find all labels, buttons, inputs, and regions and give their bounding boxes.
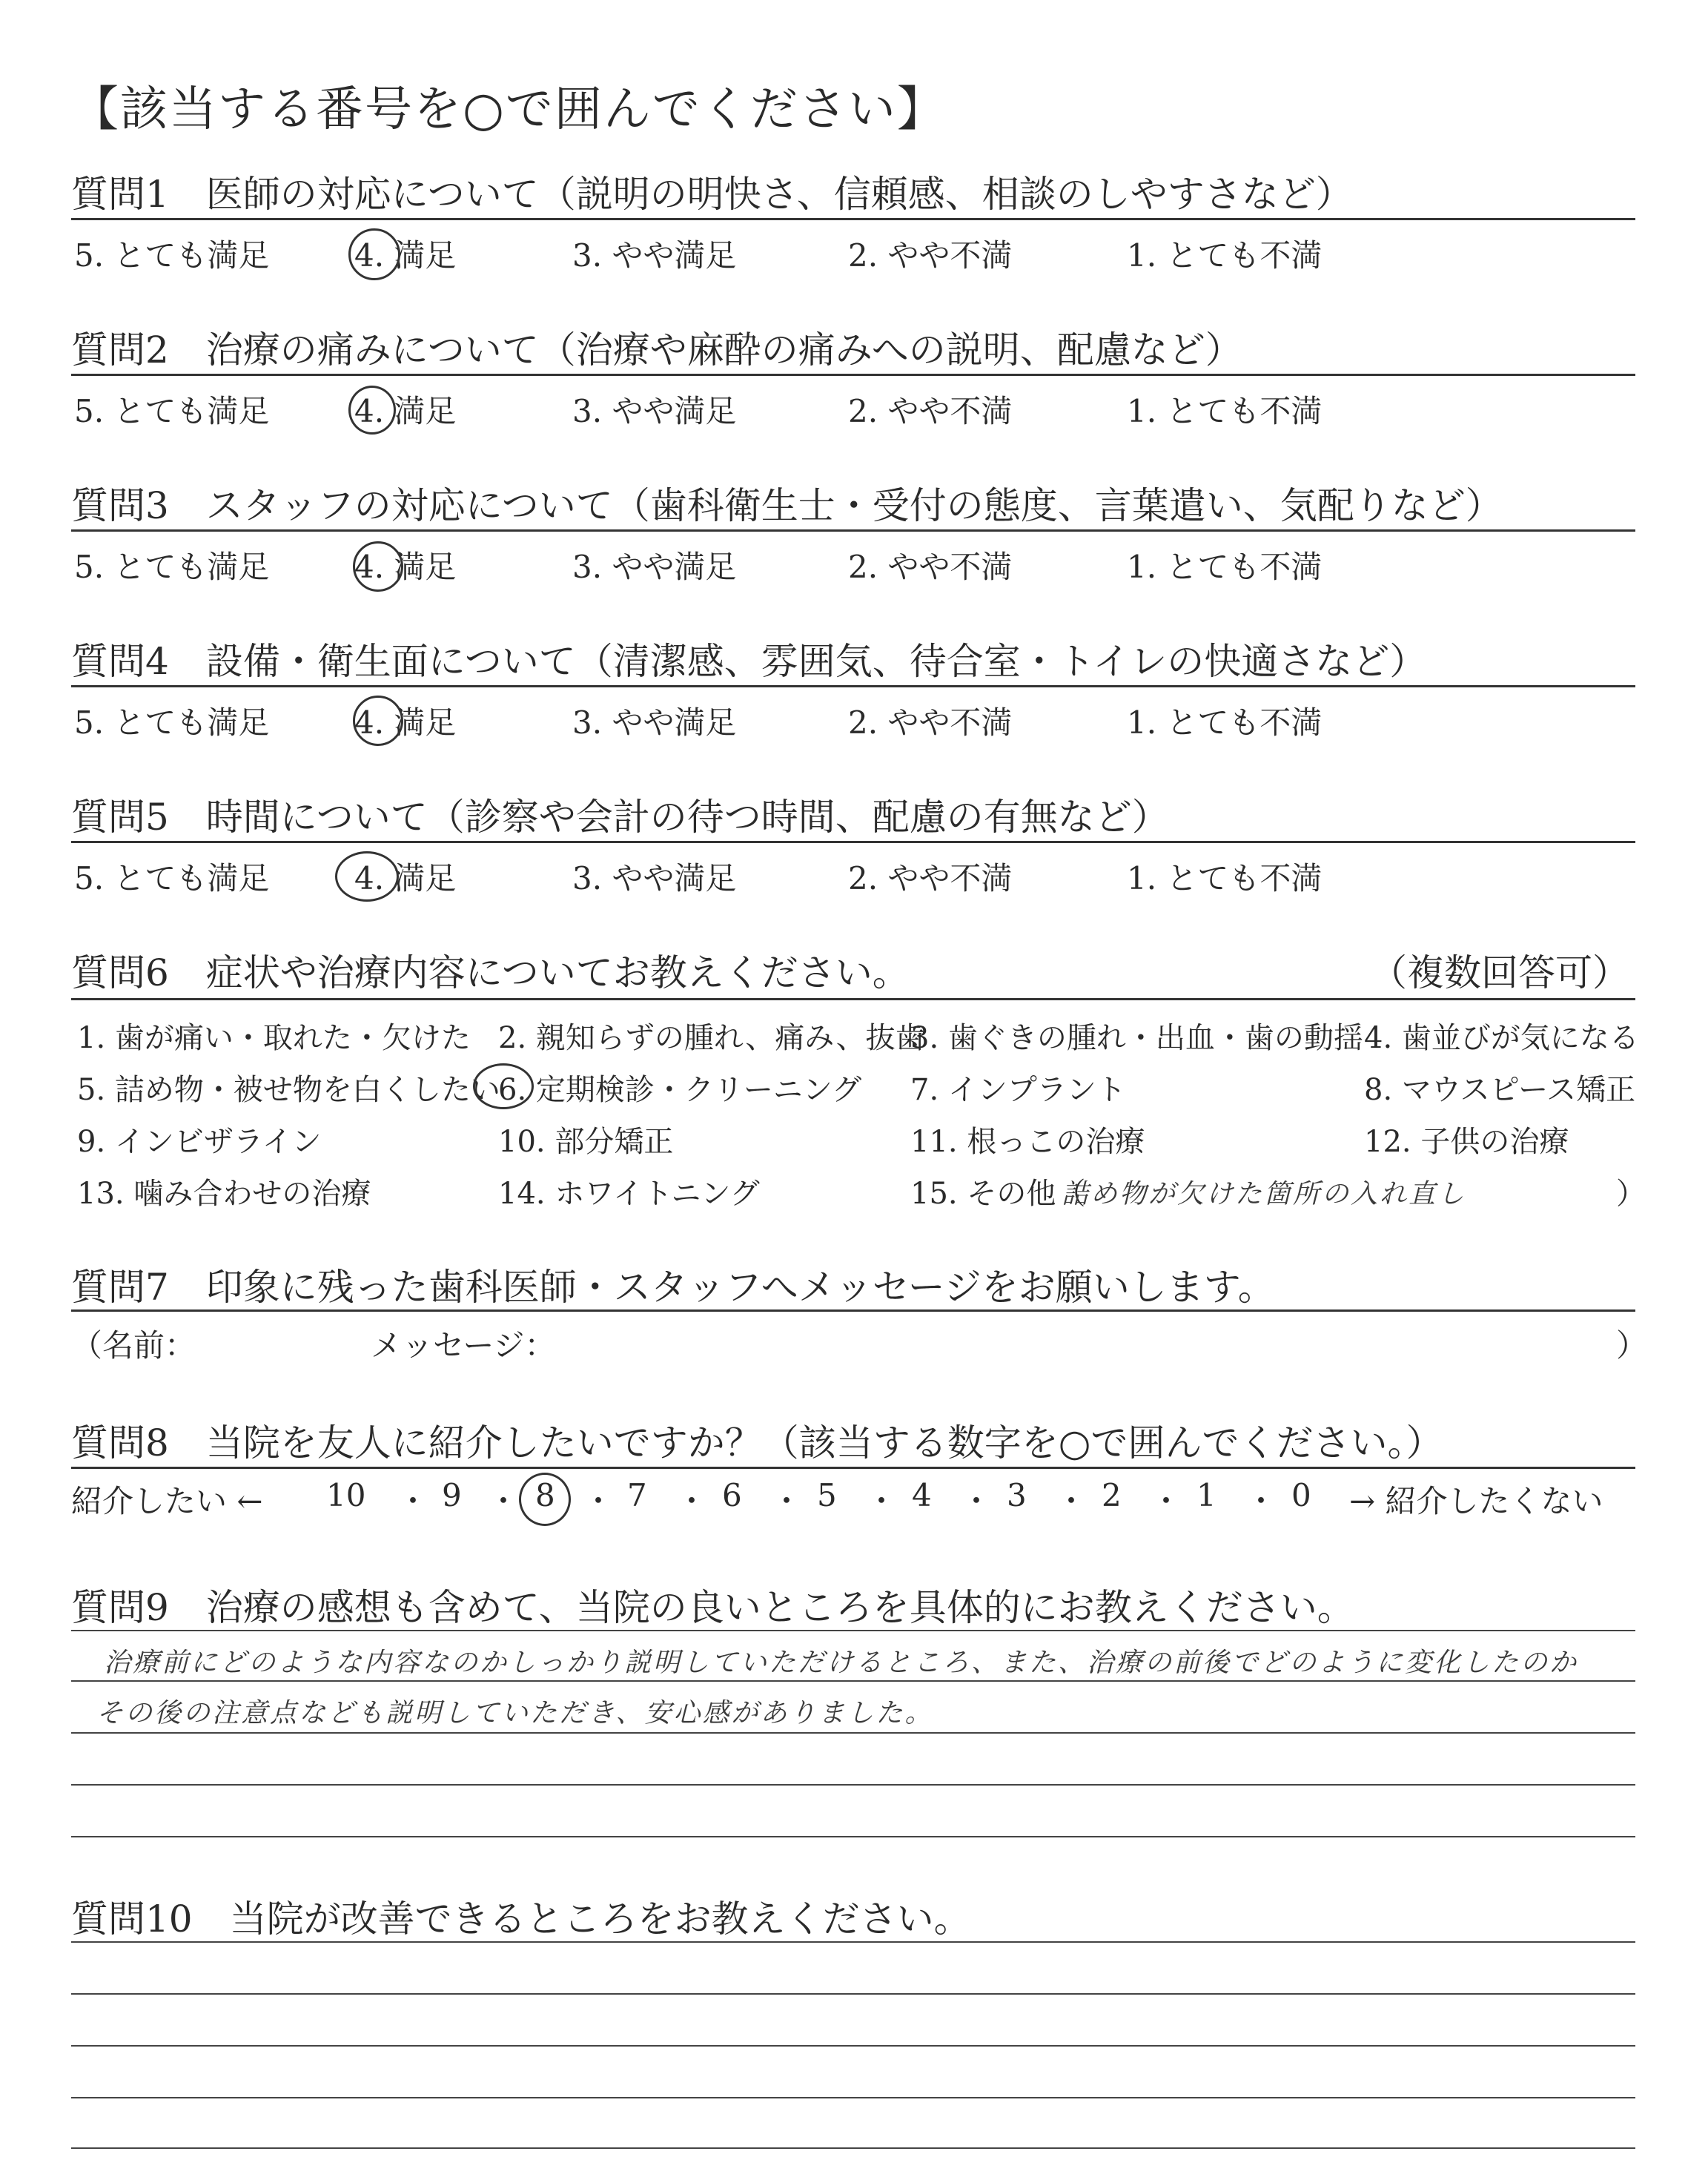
q7-name-label: （名前： [71,1327,196,1364]
q6-item-2[interactable]: 2. 親知らずの腫れ、痛み、抜歯 [498,1021,925,1055]
rule [71,218,1635,220]
answer-line [71,2147,1635,2149]
q7-close-paren: ） [1616,1327,1648,1364]
q9-handwritten-line-2: その後の注意点なども説明していただき、安心感がありました。 [96,1698,934,1728]
answer-line [71,1941,1635,1943]
answer-line [71,1732,1635,1734]
q8-score-1[interactable]: 1 [1196,1477,1217,1513]
answer-line [71,1680,1635,1682]
question-10-heading: 質問10 当院が改善できるところをお教えください。 [71,1898,971,1941]
question-5-heading: 質問5 時間について（診察や会計の待つ時間、配慮の有無など） [71,796,1169,839]
answer-line [71,2045,1635,2047]
q6-item-15[interactable]: 15. その他（ [910,1177,1086,1211]
q8-score-4[interactable]: 4 [912,1477,932,1513]
q6-item-13[interactable]: 13. 噛み合わせの治療 [77,1177,371,1211]
separator: ・ [488,1483,520,1519]
q8-score-3[interactable]: 3 [1007,1477,1027,1513]
q5-option-4[interactable]: 4. 満足 [354,860,457,896]
q6-other-close-paren: ） [1616,1177,1646,1211]
q1-option-5[interactable]: 5. とても満足 [74,237,270,274]
q6-item-3[interactable]: 3. 歯ぐきの腫れ・出血・歯の動揺 [910,1021,1363,1055]
question-1-heading: 質問1 医師の対応について（説明の明快さ、信頼感、相談のしやすさなど） [71,173,1353,216]
q2-option-4[interactable]: 4. 満足 [354,393,457,429]
q5-option-2[interactable]: 2. やや不満 [848,860,1013,896]
answer-line [71,1630,1635,1631]
q8-score-8[interactable]: 8 [535,1477,555,1513]
question-6-heading: 質問6 症状や治療内容についてお教えください。 [71,951,910,994]
q6-item-8[interactable]: 8. マウスピース矯正 [1364,1073,1636,1107]
q8-score-9[interactable]: 9 [442,1477,462,1513]
q3-option-3[interactable]: 3. やや満足 [572,549,737,585]
q8-score-10[interactable]: 10 [326,1477,366,1513]
rule [71,1309,1635,1312]
separator: ・ [1151,1483,1182,1519]
q5-option-5[interactable]: 5. とても満足 [74,860,270,896]
question-6-note: （複数回答可） [1370,951,1629,994]
separator: ・ [1245,1483,1277,1519]
question-4-heading: 質問4 設備・衛生面について（清潔感、雰囲気、待合室・トイレの快適さなど） [71,640,1427,683]
q6-item-14[interactable]: 14. ホワイトニング [498,1177,760,1211]
q8-score-2[interactable]: 2 [1102,1477,1122,1513]
q6-other-handwritten: 詰め物が欠けた箇所の入れ直し [1062,1179,1467,1209]
q6-item-1[interactable]: 1. 歯が痛い・取れた・欠けた [77,1021,471,1055]
q5-option-3[interactable]: 3. やや満足 [572,860,737,896]
q3-option-2[interactable]: 2. やや不満 [848,549,1013,585]
q9-handwritten-line-1: 治療前にどのような内容なのかしっかり説明していただけるところ、また、治療の前後でどのように変化したのか [104,1648,1579,1678]
rule [71,1467,1635,1469]
selection-circle [348,386,396,435]
rule [71,685,1635,687]
q5-option-1[interactable]: 1. とても不満 [1127,860,1323,896]
q1-option-1[interactable]: 1. とても不満 [1127,237,1323,274]
q6-item-7[interactable]: 7. インプラント [910,1073,1126,1107]
q3-option-5[interactable]: 5. とても満足 [74,549,270,585]
question-7-heading: 質問7 印象に残った歯科医師・スタッフへメッセージをお願いします。 [71,1266,1275,1309]
selection-circle [353,696,403,746]
q8-score-0[interactable]: 0 [1291,1477,1311,1513]
rule [71,374,1635,376]
q4-option-2[interactable]: 2. やや不満 [848,704,1013,741]
q8-scale-right-label: → 紹介したくない [1349,1483,1603,1519]
rule [71,998,1635,1000]
selection-circle [335,851,399,902]
q4-option-3[interactable]: 3. やや満足 [572,704,737,741]
q6-item-9[interactable]: 9. インビザライン [77,1125,322,1159]
q1-option-4[interactable]: 4. 満足 [354,237,457,274]
separator: ・ [771,1483,803,1519]
question-2-heading: 質問2 治療の痛みについて（治療や麻酔の痛みへの説明、配慮など） [71,328,1242,371]
q2-option-1[interactable]: 1. とても不満 [1127,393,1323,429]
q3-option-4[interactable]: 4. 満足 [354,549,457,585]
selection-circle [348,228,400,280]
answer-line [71,1993,1635,1995]
separator: ・ [961,1483,993,1519]
q6-item-10[interactable]: 10. 部分矯正 [498,1125,674,1159]
question-9-heading: 質問9 治療の感想も含めて、当院の良いところを具体的にお教えください。 [71,1586,1354,1629]
q8-score-7[interactable]: 7 [627,1477,647,1513]
question-3-heading: 質問3 スタッフの対応について（歯科衛生士・受付の態度、言葉遣い、気配りなど） [71,484,1503,527]
q1-option-2[interactable]: 2. やや不満 [848,237,1013,274]
q2-option-3[interactable]: 3. やや満足 [572,393,737,429]
q6-item-11[interactable]: 11. 根っこの治療 [910,1125,1145,1159]
q4-option-5[interactable]: 5. とても満足 [74,704,270,741]
q6-item-12[interactable]: 12. 子供の治療 [1364,1125,1569,1159]
answer-line [71,1784,1635,1786]
q7-message-label: メッセージ： [371,1327,556,1364]
q4-option-1[interactable]: 1. とても不満 [1127,704,1323,741]
form-instruction: 【該当する番号を○で囲んでください】 [71,82,946,137]
q6-item-6[interactable]: 6. 定期検診・クリーニング [498,1073,862,1107]
answer-line [71,1836,1635,1837]
separator: ・ [866,1483,898,1519]
q2-option-2[interactable]: 2. やや不満 [848,393,1013,429]
rule [71,529,1635,532]
selection-circle [519,1473,571,1526]
q4-option-4[interactable]: 4. 満足 [354,704,457,741]
q8-score-5[interactable]: 5 [817,1477,837,1513]
question-8-heading: 質問8 当院を友人に紹介したいですか？（該当する数字を○で囲んでください。） [71,1421,1443,1464]
selection-circle [353,541,403,592]
q3-option-1[interactable]: 1. とても不満 [1127,549,1323,585]
separator: ・ [1056,1483,1088,1519]
separator: ・ [583,1483,615,1519]
selection-circle [473,1063,534,1109]
q1-option-3[interactable]: 3. やや満足 [572,237,737,274]
q2-option-5[interactable]: 5. とても満足 [74,393,270,429]
separator: ・ [676,1483,708,1519]
answer-line [71,2097,1635,2098]
q8-score-6[interactable]: 6 [722,1477,742,1513]
q8-scale-left-label: 紹介したい ← [71,1483,263,1519]
q6-item-4[interactable]: 4. 歯並びが気になる [1364,1021,1639,1055]
separator: ・ [397,1483,429,1519]
rule [71,841,1635,843]
q6-item-5[interactable]: 5. 詰め物・被せ物を白くしたい [77,1073,500,1107]
